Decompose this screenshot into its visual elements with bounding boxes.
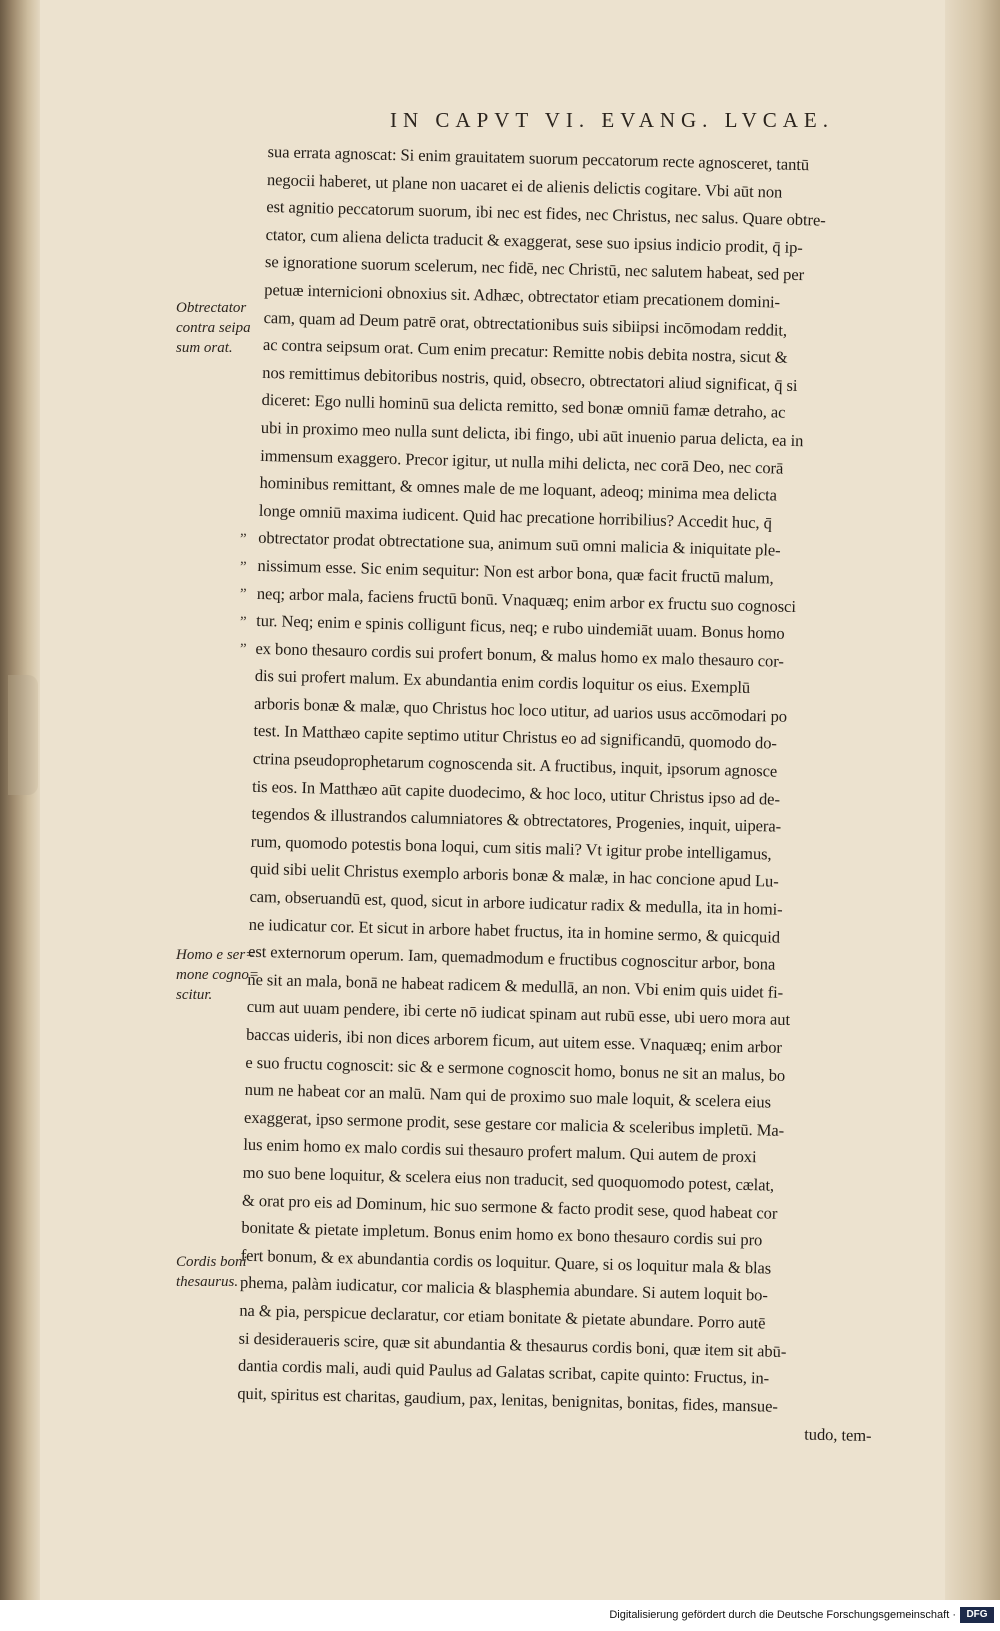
body-line: nissimum esse. Sic enim sequitur: Non est arbor bona, quæ facit fructū malum,: [257, 555, 774, 588]
running-head: IN CAPVT VI. EVANG. LVCAE.: [390, 108, 835, 132]
margin-note-line: Homo e ser=: [176, 947, 256, 963]
body-line: baccas uideris, ibi non dices arborem ficum, aut uitem esse. Vnaquæq; enim arbor: [245, 1024, 783, 1057]
margin-note-line: mone cogno=: [176, 967, 260, 983]
margin-note-line: contra seipa: [176, 320, 251, 336]
body-line: lus enim homo ex malo cordis sui thesauro profert malum. Qui autem de proxi: [243, 1135, 757, 1167]
body-line: mo suo bene loquitur, & scelera eius non traducit, sed quoquomodo potest, cælat,: [242, 1162, 775, 1195]
body-line: est externorum operum. Iam, quemadmodum e fructibus cognoscitur arbor, bona: [247, 941, 776, 974]
margin-note-line: scitur.: [176, 987, 213, 1003]
margin-note-cordis: [176, 1252, 266, 1292]
dfg-logo: DFG: [960, 1607, 994, 1623]
body-line: negocii haberet, ut plane non uacaret ei de alienis delictis cogitare. Vbi aūt non: [266, 169, 783, 202]
body-line: cam, quam ad Deum patrē orat, obtrectationibus suis sibiipsi incōmodam reddit,: [263, 307, 788, 340]
body-line: quid sibi uelit Christus exemplo arboris bonæ & malæ, in hac concione apud Lu-: [249, 859, 779, 892]
margin-note-line: Obtrectator: [176, 300, 247, 316]
body-line: test. In Matthæo capite septimo utitur Christus eo ad significandū, quomodo do-: [253, 721, 778, 754]
book-spine: [0, 0, 40, 1600]
body-line: na & pia, perspicue declaratur, cor etiam bonitate & pietate abundare. Porro autē: [239, 1300, 766, 1333]
quote-mark: „: [240, 605, 247, 622]
scripture-quote-marks: [240, 518, 247, 656]
body-line: cam, obseruandū est, quod, sicut in arbore iudicatur radix & medulla, ita in homi-: [249, 886, 783, 919]
quote-mark: „: [240, 633, 247, 650]
body-line: ctrina pseudoprophetarum cognoscenda sit. A fructibus, inquit, ipsorum agnosce: [252, 748, 778, 781]
quote-mark: „: [240, 550, 247, 567]
margin-note-homo: [176, 945, 266, 1005]
body-line: cum aut uuam pendere, ibi certe nō iudicat spinam aut rubū esse, ubi uero mora aut: [246, 997, 791, 1030]
quote-mark: „: [240, 578, 247, 595]
body-line: quit, spiritus est charitas, gaudium, pax, lenitas, benignitas, bonitas, fides, mansue-: [237, 1383, 779, 1416]
body-line: ne iudicatur cor. Et sicut in arbore habet fructus, ita in homine sermo, & quicquid: [248, 914, 781, 947]
body-line: ne sit an mala, bonā ne habeat radicem & medullā, an non. Vbi enim quis uidet fi-: [247, 969, 784, 1002]
body-line: ubi in proximo meo nulla sunt delicta, ibi fingo, ubi aūt inuenio parua delicta, ea in: [260, 417, 804, 451]
page-edge-notch: [8, 675, 38, 795]
quote-mark: „: [240, 523, 247, 539]
digitization-credit: Digitalisierung gefördert durch die Deutsche Forschungsgemeinschaft ·: [609, 1609, 956, 1621]
body-line: num ne habeat cor an malū. Nam qui de proximo suo male loquit, & scelera eius: [244, 1079, 772, 1112]
body-line: diceret: Ego nulli hominū sua delicta remitto, sed bonæ omniū famæ detraho, ac: [261, 390, 786, 423]
body-line: nos remittimus debitoribus nostris, quid, obsecro, obtrectatori aliud significat, q̄ si: [262, 362, 798, 395]
body-line: ctator, cum aliena delicta traducit & exaggerat, sese suo ipsius indicio prodit, q̄ ip-: [265, 224, 803, 257]
body-line: ex bono thesauro cordis sui profert bonum, & malus homo ex malo thesauro cor-: [255, 638, 784, 671]
body-line: obtrectator prodat obtrectatione sua, animum suū omni malicia & iniquitate ple-: [257, 528, 781, 560]
body-line: exaggerat, ipso sermone prodit, sese gestare cor malicia & sceleribus impletū. Ma-: [243, 1107, 785, 1140]
page-fore-edge: [945, 0, 1000, 1600]
body-line: arboris bonæ & malæ, quo Christus hoc loco utitur, ad uarios usus accōmodari po: [253, 693, 788, 726]
footer-bar: [0, 1600, 1000, 1631]
margin-note-line: sum orat.: [176, 340, 233, 356]
body-line: longe omniū maxima iudicent. Quid hac precatione horribilius? Accedit huc, q̄: [258, 500, 773, 533]
body-line: dis sui profert malum. Ex abundantia enim cordis loquitur os eius. Exemplū: [254, 666, 751, 698]
body-line: fert bonum, & ex abundantia cordis os loquitur. Quare, si os loquitur mala & blas: [240, 1245, 772, 1278]
body-text: [236, 138, 932, 1451]
body-line: & orat pro eis ad Dominum, hic suo sermone & facto prodit sese, quod habeat cor: [241, 1190, 778, 1223]
body-line: ac contra seipsum orat. Cum enim precatur: Remitte nobis debita nostra, sicut &: [262, 335, 788, 367]
body-line: bonitate & pietate impletum. Bonus enim homo ex bono thesauro cordis sui pro: [241, 1217, 763, 1250]
margin-note-line: Cordis boni: [176, 1254, 247, 1270]
body-line: hominibus remittant, & omnes male de me loquant, adeoq; minima mea delicta: [259, 473, 778, 505]
body-line: tis eos. In Matthæo aūt capite duodecimo, & hoc loco, utitur Christus ipso ad de-: [251, 776, 781, 809]
body-line: se ignoratione suorum scelerum, nec fidē, nec Christū, nec salutem habeat, sed per: [264, 252, 805, 285]
body-line: si desideraueris scire, quæ sit abundantia & thesaurus cordis boni, quæ item sit abū-: [238, 1328, 787, 1361]
body-line: petuæ internicioni obnoxius sit. Adhæc, obtrectator etiam precationem domini-: [264, 279, 781, 312]
body-line: sua errata agnoscat: Si enim grauitatem suorum peccatorum recte agnosceret, tantū: [267, 141, 810, 175]
catchword: tudo, tem-: [804, 1424, 872, 1446]
body-line: rum, quomodo potestis bona loqui, cum sitis mali? Vt igitur probe intelligamus,: [250, 831, 772, 864]
margin-note-line: thesaurus.: [176, 1274, 239, 1290]
body-line: e suo fructu cognoscit: sic & e sermone cognoscit homo, bonus ne sit an malus, bo: [245, 1052, 786, 1085]
body-line: phema, palàm iudicatur, cor malicia & blasphemia abundare. Si autem loquit bo-: [239, 1273, 769, 1305]
body-line: tegendos & illustrandos calumniatores & obtrectatores, Progenies, inquit, uipera-: [251, 804, 782, 836]
margin-note-obtrectator: [176, 298, 266, 358]
body-line: immensum exaggero. Precor igitur, ut nulla mihi delicta, nec corā Deo, nec corā: [260, 445, 784, 478]
body-line: neq; arbor mala, faciens fructū bonū. Vnaquæq; enim arbor ex fructu suo cognosci: [256, 583, 797, 616]
body-line: est agnitio peccatorum suorum, ibi nec est fides, nec Christus, nec salus. Quare obtre-: [266, 197, 826, 230]
body-line: dantia cordis mali, audi quid Paulus ad Galatas scribat, capite quinto: Fructus, in-: [237, 1355, 770, 1388]
body-line: tur. Neq; enim e spinis colligunt ficus, neq; e rubo uindemiāt uuam. Bonus homo: [255, 610, 785, 643]
